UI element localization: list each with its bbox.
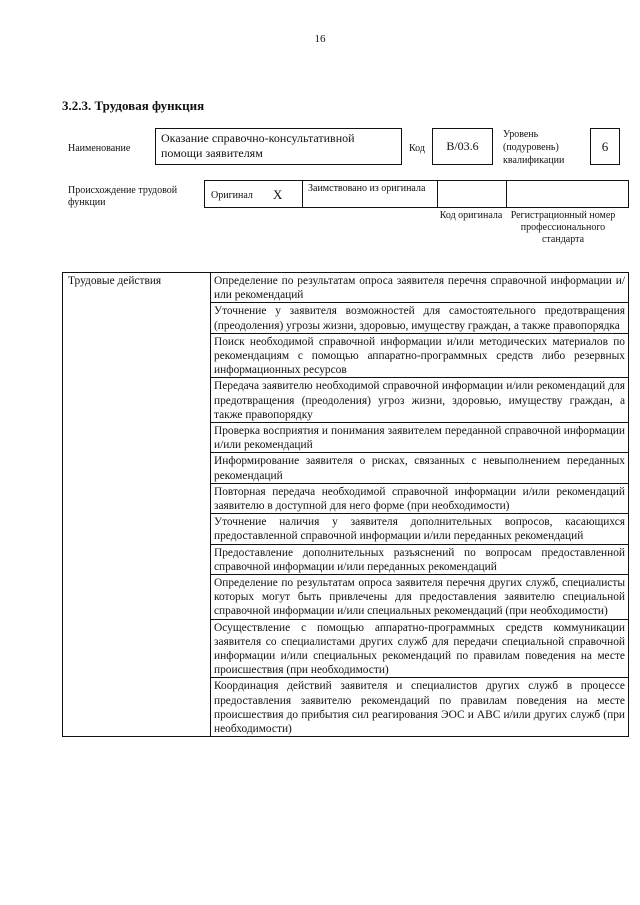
function-code-box [432, 128, 493, 165]
function-code-value: B/03.6 [446, 139, 479, 153]
labor-actions-table [62, 272, 629, 737]
action-item: Координация действий заявителя и специалистов других служб в процессе предоставления заявителю рекомендаций по правилам поведения на месте происшествия до прибытия сил реагирования ЭОС и АВС и/или других служб (при необходимости) [211, 678, 629, 737]
action-item: Определение по результатам опроса заявителя перечня справочной информации и/или рекомендаций [211, 273, 629, 303]
function-name-box [155, 128, 402, 165]
name-label: Наименование [68, 143, 131, 154]
action-item: Уточнение наличия у заявителя дополнительных вопросов, касающихся предоставленной справочной информации и/или переданных рекомендаций [211, 514, 629, 544]
section-title: 3.2.3. Трудовая функция [62, 98, 205, 113]
page-number: 16 [314, 33, 326, 45]
action-item: Предоставление дополнительных разъяснений по вопросам предоставленной справочной информации и/или переданных рекомендаций [211, 544, 629, 574]
action-item: Повторная передача необходимой справочной информации и/или рекомендаций заявителю в доступной для него форме (при необходимости) [211, 483, 629, 513]
action-item: Проверка восприятия и понимания заявителем переданной справочной информации и/или рекомендаций [211, 423, 629, 453]
level-label: Уровень (подуровень) квалификации [503, 129, 565, 166]
code-label: Код [409, 143, 425, 154]
original-mark: X [273, 187, 283, 202]
level-box [590, 128, 620, 165]
action-item: Передача заявителю необходимой справочной информации и/или рекомендаций для предотвращения (преодоления) угроз жизни, здоровью, имуществу граждан, а также правопорядку [211, 378, 629, 423]
function-name-value: Оказание справочно-консультативной помощи заявителям [161, 131, 355, 160]
original-label: Оригинал [211, 190, 253, 201]
table-row [63, 273, 629, 303]
borrowed-label: Заимствовано из оригинала [308, 183, 426, 194]
action-item: Осуществление с помощью аппаратно-программных средств коммуникации заявителя со специалистами других служб для передачи специальной справочной информации и/или специальных рекомендаций по правилам поведения на месте происшествия (при необходимости) [211, 619, 629, 678]
action-item: Определение по результатам опроса заявителя перечня других служб, специалисты которых могут быть привлечены для предоставления заявителю специальной справочной информации и/или специальных рекомендаций (при необходимости) [211, 575, 629, 620]
origin-table [204, 180, 629, 208]
action-item: Поиск необходимой справочной информации и/или методических материалов по рекомендациям с помощью аппаратно-программных средств либо резервных информационных ресурсов [211, 333, 629, 378]
action-item: Информирование заявителя о рисках, связанных с невыполнением переданных рекомендаций [211, 453, 629, 483]
actions-label: Трудовые действия [63, 273, 211, 737]
code-original-caption: Код оригинала [439, 210, 503, 221]
reg-number-caption: Регистрационный номер профессионального стандарта [510, 210, 616, 245]
action-item: Уточнение у заявителя возможностей для самостоятельного предотвращения (преодоления) угрозы жизни, здоровью, имуществу граждан, а также правопорядка [211, 303, 629, 333]
origin-label: Происхождение трудовой функции [68, 185, 178, 208]
level-value: 6 [601, 138, 609, 154]
